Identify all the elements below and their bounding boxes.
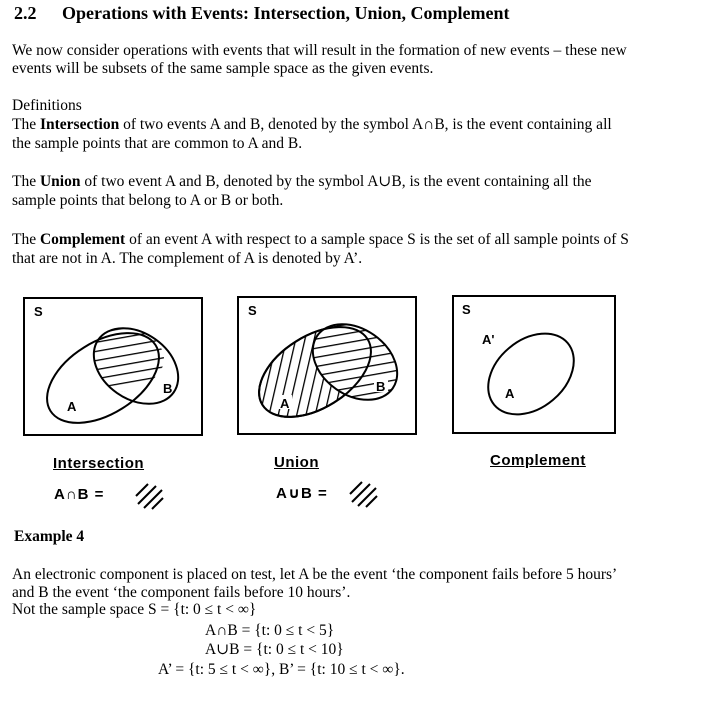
intersection-hatch-symbol <box>134 482 164 510</box>
union-set-b-label: B <box>376 379 386 394</box>
intro-line-2: events will be subsets of the same sample space as the given events. <box>12 60 434 77</box>
intersection-space-label: S <box>34 304 43 319</box>
complement-definition-line-1: The Complement of an event A with respect to a sample space S is the set of all sample points of S <box>12 231 629 248</box>
example-line-1: An electronic component is placed on test, let A be the event ‘the component fails before 5 hours’ <box>12 566 618 583</box>
union-hatch-symbol <box>348 480 378 508</box>
union-definition-line-1: The Union of two event A and B, denoted by the symbol A∪B, is the event containing all the <box>12 173 592 190</box>
complement-definition-line-2: that are not in A. The complement of A is denoted by A’. <box>12 250 363 267</box>
example-union-equation: A∪B = {t: 0 ≤ t < 10} <box>205 641 344 658</box>
intersection-caption: Intersection <box>53 455 145 472</box>
intro-line-1: We now consider operations with events that will result in the formation of new events – these new <box>12 42 627 59</box>
complement-sample-space-box <box>453 296 615 433</box>
union-space-label: S <box>248 303 257 318</box>
example-line-3: Not the sample space S = {t: 0 ≤ t < ∞} <box>12 601 257 618</box>
intersection-set-a-label: A <box>67 399 77 414</box>
example-intersection-equation: A∩B = {t: 0 ≤ t < 5} <box>205 622 335 639</box>
section-number: 2.2 <box>14 3 37 23</box>
intersection-term: Intersection <box>39 116 120 133</box>
intersection-formula: A∩B = <box>54 486 105 503</box>
complement-caption: Complement <box>490 452 586 469</box>
complement-term: Complement <box>39 231 126 248</box>
definitions-label: Definitions <box>12 97 82 114</box>
example-line-2: and B the event ‘the component fails before 10 hours’. <box>12 584 351 601</box>
complement-set-a-label: A <box>505 386 515 401</box>
union-formula: A∪B = <box>276 485 328 502</box>
union-term: Union <box>39 173 81 190</box>
intersection-set-b-label: B <box>163 381 173 396</box>
complement-a-prime-label: A' <box>482 332 495 347</box>
section-title: Operations with Events: Intersection, Union, Complement <box>62 3 510 23</box>
example-title: Example 4 <box>14 528 85 545</box>
union-definition-line-2: sample points that belong to A or B or both. <box>12 192 284 209</box>
union-caption: Union <box>274 454 319 471</box>
intersection-definition-line-2: the sample points that are common to A and B. <box>12 135 303 152</box>
union-set-a-label: A <box>280 396 290 411</box>
example-complement-equation: A’ = {t: 5 ≤ t < ∞}, B’ = {t: 10 ≤ t < ∞}. <box>158 661 405 678</box>
complement-space-label: S <box>462 302 471 317</box>
intersection-definition-line-1: The Intersection of two events A and B, denoted by the symbol A∩B, is the event containing all <box>12 116 612 133</box>
